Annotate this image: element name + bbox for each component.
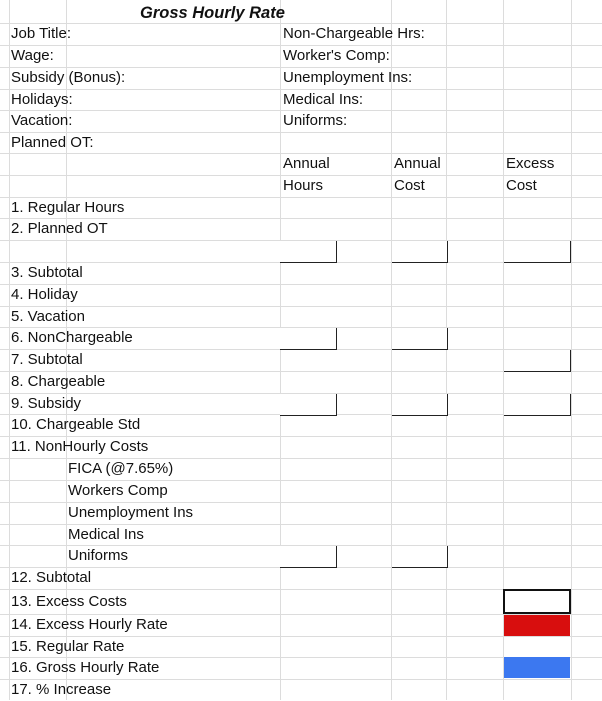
grid-vline — [446, 0, 447, 700]
header-annual-hours-line2: Hours — [283, 177, 324, 194]
line-excess-costs: 13. Excess Costs — [11, 593, 127, 610]
grid-vline — [391, 0, 392, 700]
label-holidays: Holidays: — [11, 91, 73, 108]
line-regular-rate: 15. Regular Rate — [11, 638, 125, 655]
input-cell-subsidy-hours[interactable] — [280, 394, 337, 416]
line-subtotal-12: 12. Subtotal — [11, 569, 92, 586]
input-cell-uniforms-cost[interactable] — [392, 546, 448, 568]
label-vacation: Vacation: — [11, 112, 73, 129]
line-holiday: 4. Holiday — [11, 286, 78, 303]
line-chargeable: 8. Chargeable — [11, 373, 106, 390]
line-gross-hourly-rate: 16. Gross Hourly Rate — [11, 659, 160, 676]
label-job-title: Job Title: — [11, 25, 72, 42]
line-fica: FICA (@7.65%) — [68, 460, 174, 477]
input-cell-subtotal-cost[interactable] — [392, 241, 448, 263]
line-uniforms: Uniforms — [68, 547, 129, 564]
line-percent-increase: 17. % Increase — [11, 681, 112, 698]
input-cell-subtotal7-excess[interactable] — [504, 350, 571, 372]
grid-vline — [280, 0, 281, 700]
label-wage: Wage: — [11, 47, 54, 64]
header-excess-cost-line2: Cost — [506, 177, 537, 194]
line-medical-ins: Medical Ins — [68, 526, 144, 543]
header-annual-cost-line1: Annual — [394, 155, 441, 172]
label-workers-comp: Worker's Comp: — [283, 47, 390, 64]
input-cell-subsidy-excess[interactable] — [504, 394, 571, 416]
grid-vline — [9, 0, 10, 700]
input-cell-subtotal-excess[interactable] — [504, 241, 571, 263]
input-cell-subtotal-hours[interactable] — [280, 241, 337, 263]
label-unemployment-ins: Unemployment Ins: — [283, 69, 413, 86]
excess-costs-cell[interactable] — [503, 589, 571, 614]
sheet-title: Gross Hourly Rate — [140, 4, 285, 22]
header-annual-hours-line1: Annual — [283, 155, 330, 172]
line-workers-comp: Workers Comp — [68, 482, 168, 499]
grid-vline — [571, 0, 572, 700]
line-vacation: 5. Vacation — [11, 308, 85, 325]
header-excess-cost-line1: Excess — [506, 155, 555, 172]
grid-hline — [0, 284, 602, 285]
input-cell-nonchargeable-cost[interactable] — [392, 328, 448, 350]
label-planned-ot: Planned OT: — [11, 134, 94, 151]
grid-hline — [0, 306, 602, 307]
excess-hourly-rate-cell[interactable] — [504, 615, 570, 636]
gross-hourly-rate-cell[interactable] — [504, 657, 570, 678]
line-subsidy: 9. Subsidy — [11, 395, 82, 412]
label-uniforms: Uniforms: — [283, 112, 348, 129]
label-medical-ins: Medical Ins: — [283, 91, 364, 108]
line-regular-hours: 1. Regular Hours — [11, 199, 125, 216]
line-subtotal-7: 7. Subtotal — [11, 351, 83, 368]
line-nonchargeable: 6. NonChargeable — [11, 329, 133, 346]
line-planned-ot: 2. Planned OT — [11, 220, 108, 237]
line-unemployment-ins: Unemployment Ins — [68, 504, 194, 521]
line-nonhourly-costs: 11. NonHourly Costs — [11, 438, 149, 455]
header-annual-cost-line2: Cost — [394, 177, 425, 194]
input-cell-uniforms-hours[interactable] — [280, 546, 337, 568]
input-cell-subsidy-cost[interactable] — [392, 394, 448, 416]
line-excess-hourly-rate: 14. Excess Hourly Rate — [11, 616, 168, 633]
label-subsidy: Subsidy (Bonus): — [11, 69, 126, 86]
label-non-chargeable-hrs: Non-Chargeable Hrs: — [283, 25, 425, 42]
line-chargeable-std: 10. Chargeable Std — [11, 416, 141, 433]
line-subtotal-3: 3. Subtotal — [11, 264, 83, 281]
input-cell-nonchargeable-hours[interactable] — [280, 328, 337, 350]
